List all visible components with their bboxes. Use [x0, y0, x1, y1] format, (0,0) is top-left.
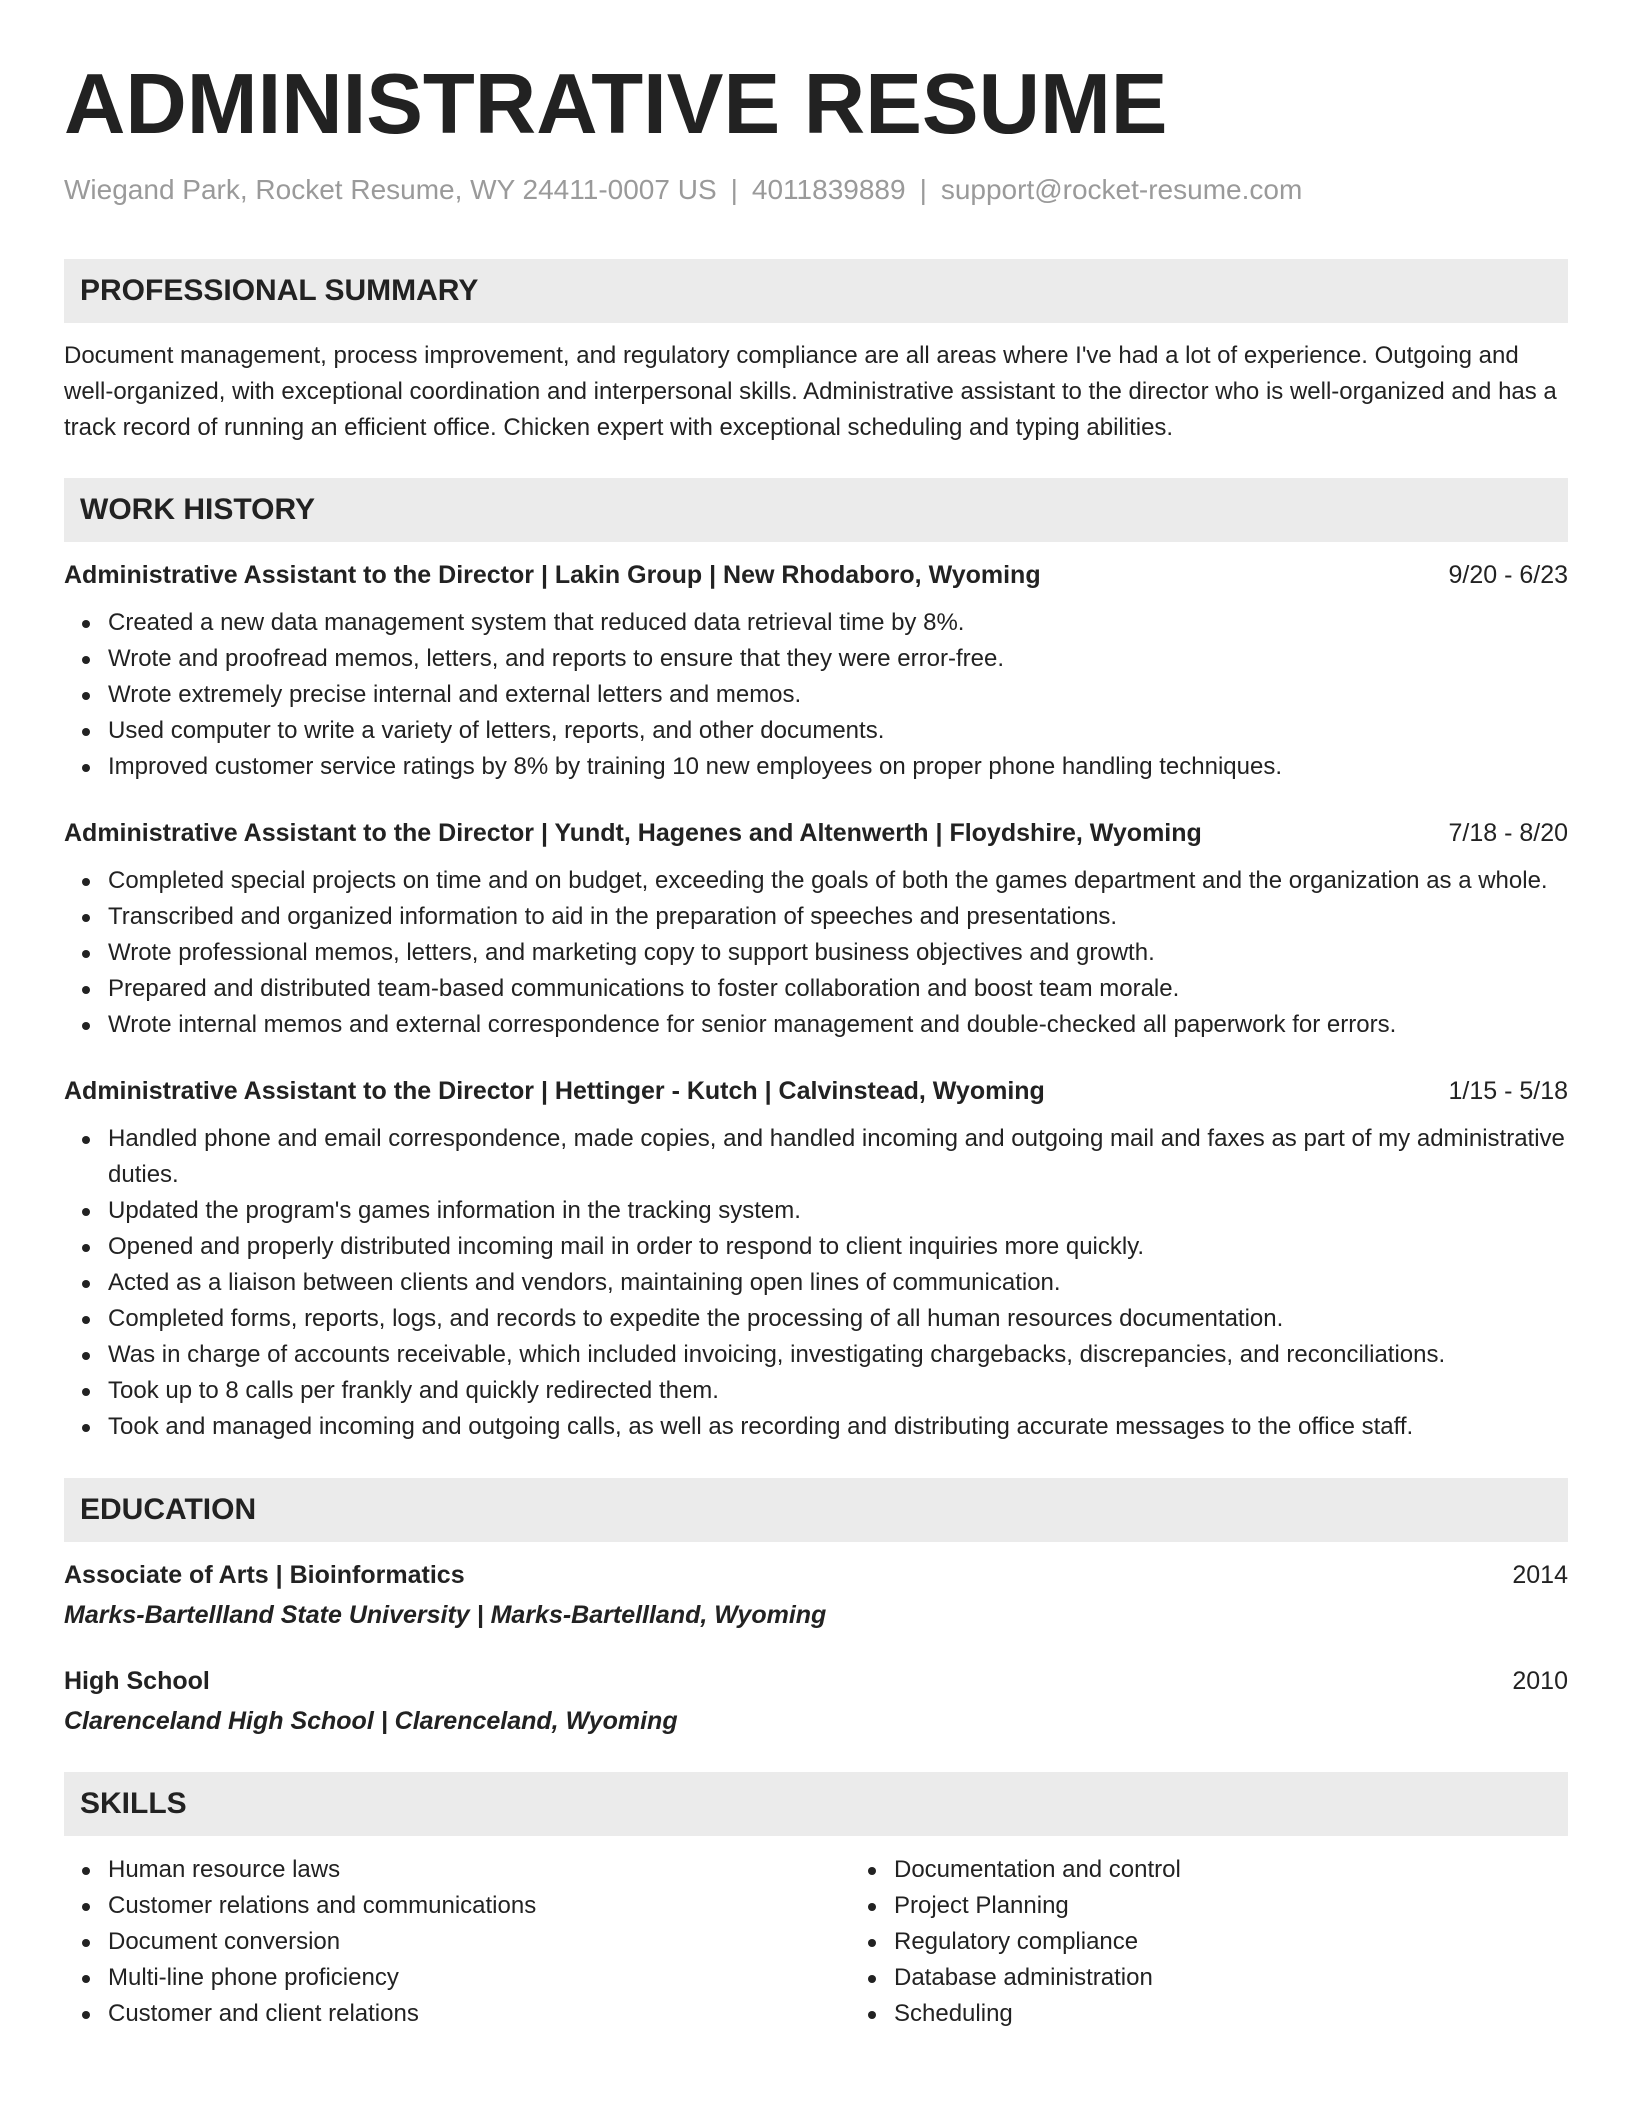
- education-header: [64, 1557, 1568, 1593]
- list-item: Created a new data management system that reduced data retrieval time by 8%.: [108, 605, 1568, 641]
- skills-list-right: [850, 1852, 1632, 2032]
- education-year: 2010: [1512, 1666, 1568, 1695]
- job-title: Administrative Assistant to the Director | Hettinger - Kutch | Calvinstead, Wyoming: [64, 1076, 1045, 1105]
- email: support@rocket-resume.com: [940, 174, 1303, 205]
- job-entry: [64, 815, 1568, 1043]
- resume-title: ADMINISTRATIVE RESUME: [64, 57, 1168, 152]
- summary-text: Document management, process improvement, and regulatory compliance are all areas where I've had a lot of experience. Outgoing and well-organized, with exceptional coordination and interpersonal skills. Administrative assistant to the director who is well-organized and has a track record of running an efficient office. Chicken expert with exceptional scheduling and typing abilities.: [64, 341, 1557, 441]
- job-bullets: [64, 605, 1568, 785]
- job-dates: 9/20 - 6/23: [1448, 560, 1568, 589]
- phone: 4011839889: [751, 174, 906, 205]
- list-item: Wrote extremely precise internal and external letters and memos.: [108, 677, 1568, 713]
- job-title: Administrative Assistant to the Director | Yundt, Hagenes and Altenwerth | Floydshire, Wyoming: [64, 818, 1202, 847]
- skills-columns: [64, 1852, 1568, 2032]
- skill-item: Regulatory compliance: [894, 1924, 1632, 1960]
- list-item: Opened and properly distributed incoming mail in order to respond to client inquiries more quickly.: [108, 1229, 1568, 1265]
- job-entry: [64, 557, 1568, 785]
- skill-item: Database administration: [894, 1960, 1632, 1996]
- education-year: 2014: [1512, 1560, 1568, 1589]
- address: Wiegand Park, Rocket Resume, WY 24411-0007 US: [64, 174, 717, 205]
- list-item: Wrote and proofread memos, letters, and reports to ensure that they were error-free.: [108, 641, 1568, 677]
- list-item: Prepared and distributed team-based communications to foster collaboration and boost team morale.: [108, 971, 1568, 1007]
- job-header: [64, 1073, 1568, 1109]
- skill-item: Scheduling: [894, 1996, 1632, 2032]
- section-heading-skills: SKILLS: [64, 1772, 1568, 1836]
- section-heading-work-history: WORK HISTORY: [64, 478, 1568, 542]
- contact-line: [64, 173, 1568, 207]
- list-item: Acted as a liaison between clients and vendors, maintaining open lines of communication.: [108, 1265, 1568, 1301]
- job-title: Administrative Assistant to the Director | Lakin Group | New Rhodaboro, Wyoming: [64, 560, 1041, 589]
- education-header: [64, 1663, 1568, 1699]
- skills-list-left: [64, 1852, 850, 2032]
- list-item: Handled phone and email correspondence, made copies, and handled incoming and outgoing mail and faxes as part of my administrative duties.: [108, 1121, 1568, 1193]
- list-item: Updated the program's games information in the tracking system.: [108, 1193, 1568, 1229]
- job-header: [64, 815, 1568, 851]
- education-degree: Associate of Arts | Bioinformatics: [64, 1560, 465, 1589]
- education-school: Clarenceland High School | Clarenceland, Wyoming: [64, 1706, 678, 1735]
- education-entry: [64, 1557, 1568, 1633]
- list-item: Took up to 8 calls per frankly and quickly redirected them.: [108, 1373, 1568, 1409]
- list-item: Completed forms, reports, logs, and records to expedite the processing of all human resources documentation.: [108, 1301, 1568, 1337]
- separator: |: [730, 174, 738, 205]
- list-item: Wrote internal memos and external correspondence for senior management and double-checked all paperwork for errors.: [108, 1007, 1568, 1043]
- separator: |: [919, 174, 927, 205]
- list-item: Wrote professional memos, letters, and marketing copy to support business objectives and growth.: [108, 935, 1568, 971]
- job-dates: 1/15 - 5/18: [1448, 1076, 1568, 1105]
- section-heading-summary: PROFESSIONAL SUMMARY: [64, 259, 1568, 323]
- list-item: Transcribed and organized information to aid in the preparation of speeches and presentations.: [108, 899, 1568, 935]
- list-item: Completed special projects on time and on budget, exceeding the goals of both the games department and the organization as a whole.: [108, 863, 1568, 899]
- job-dates: 7/18 - 8/20: [1448, 818, 1568, 847]
- skill-item: Project Planning: [894, 1888, 1632, 1924]
- education-school: Marks-Bartellland State University | Marks-Bartellland, Wyoming: [64, 1600, 827, 1629]
- list-item: Used computer to write a variety of letters, reports, and other documents.: [108, 713, 1568, 749]
- skill-item: Document conversion: [108, 1924, 850, 1960]
- job-entry: [64, 1073, 1568, 1445]
- list-item: Improved customer service ratings by 8% by training 10 new employees on proper phone handling techniques.: [108, 749, 1568, 785]
- job-bullets: [64, 1121, 1568, 1445]
- list-item: Took and managed incoming and outgoing calls, as well as recording and distributing accurate messages to the office staff.: [108, 1409, 1568, 1445]
- skill-item: Human resource laws: [108, 1852, 850, 1888]
- skill-item: Customer and client relations: [108, 1996, 850, 2032]
- skill-item: Documentation and control: [894, 1852, 1632, 1888]
- job-bullets: [64, 863, 1568, 1043]
- education-degree: High School: [64, 1666, 210, 1695]
- job-header: [64, 557, 1568, 593]
- skill-item: Multi-line phone proficiency: [108, 1960, 850, 1996]
- education-entry: [64, 1663, 1568, 1739]
- section-heading-education: EDUCATION: [64, 1478, 1568, 1542]
- skill-item: Customer relations and communications: [108, 1888, 850, 1924]
- list-item: Was in charge of accounts receivable, which included invoicing, investigating chargebacks, discrepancies, and reconciliations.: [108, 1337, 1568, 1373]
